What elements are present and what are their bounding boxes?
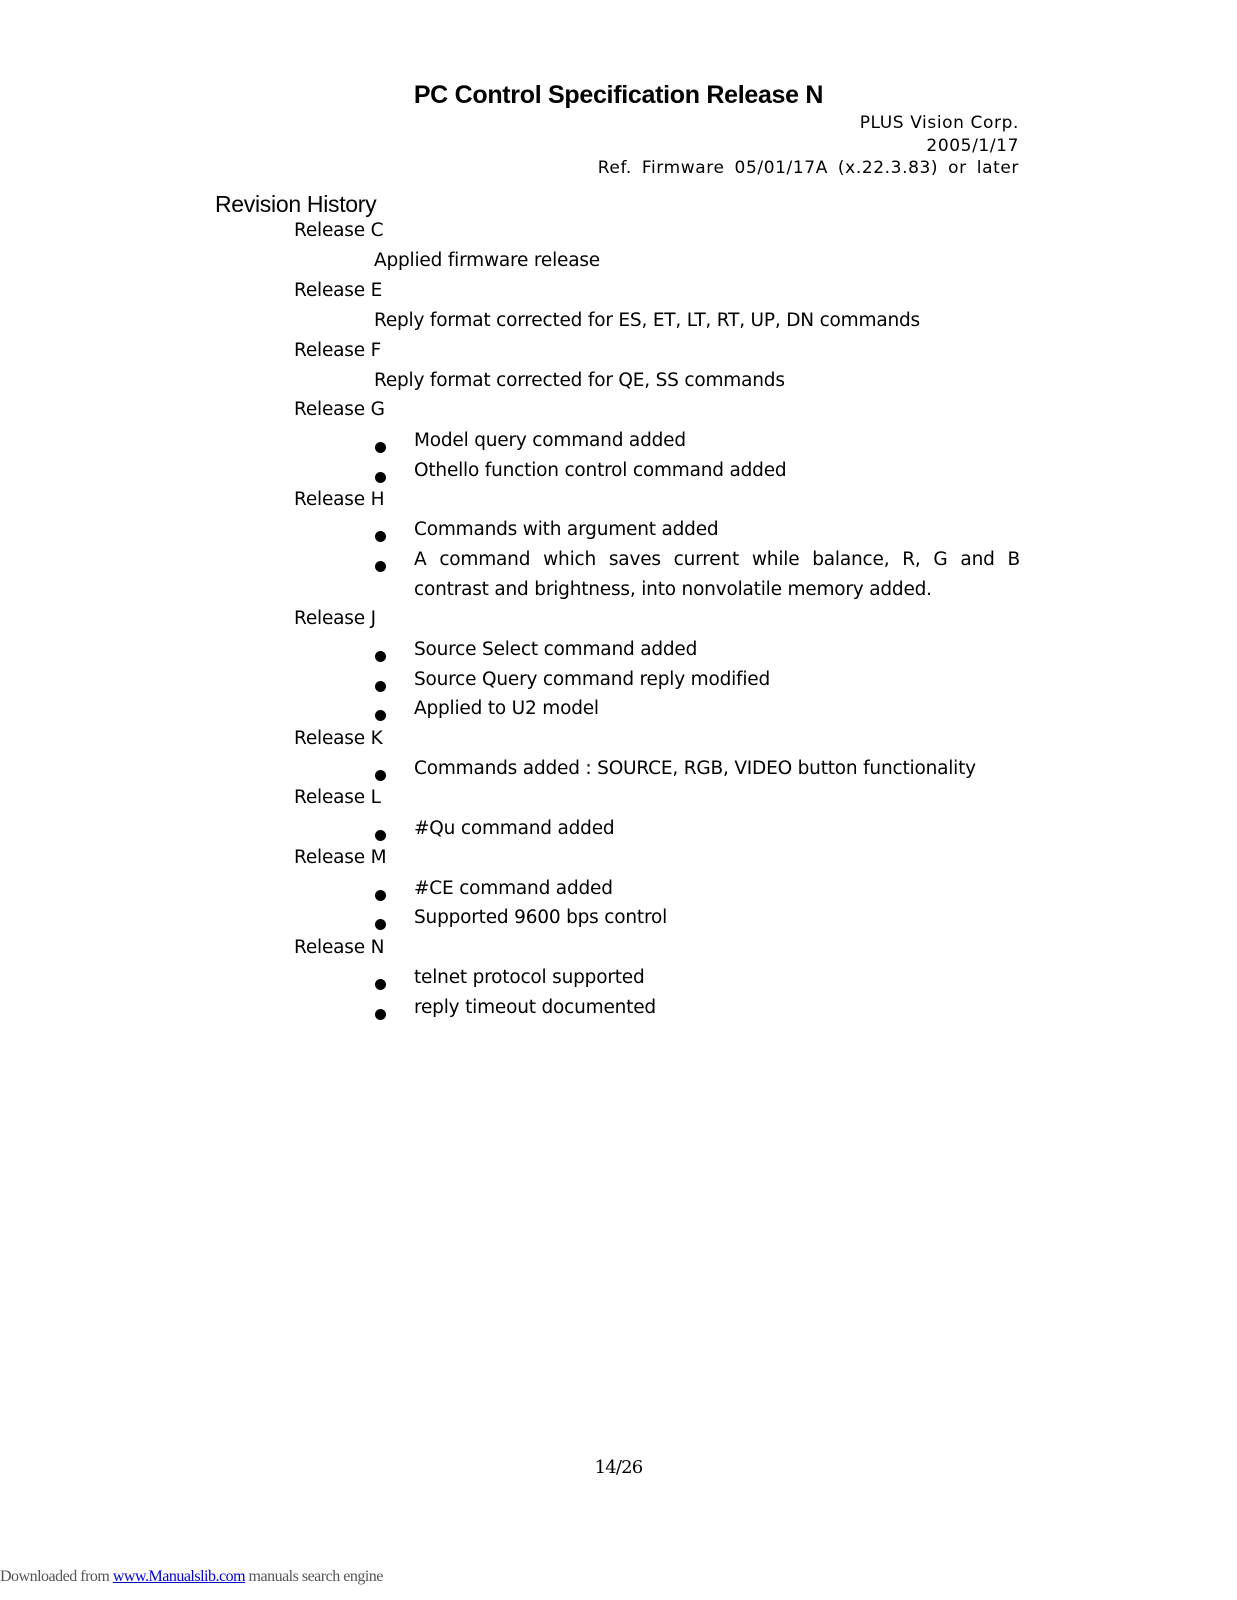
- download-footer: [0, 1567, 383, 1587]
- release-item: reply timeout documented: [414, 997, 656, 1018]
- release-label: Release J: [294, 608, 376, 629]
- bullet-icon: [375, 710, 386, 721]
- bullet-icon: [375, 1009, 386, 1020]
- release-note: Applied firmware release: [374, 250, 600, 271]
- bullet-icon: [375, 830, 386, 841]
- release-item: Source Query command reply modified: [414, 669, 771, 690]
- release-item: Othello function control command added: [414, 460, 787, 481]
- release-item: #Qu command added: [414, 818, 615, 839]
- company-name: PLUS Vision Corp.: [859, 113, 1019, 133]
- release-item-continued: contrast and brightness, into nonvolatile memory added.: [414, 579, 932, 600]
- release-label: Release G: [294, 399, 385, 420]
- manualslib-link[interactable]: www.Manualslib.com: [112, 1568, 246, 1585]
- release-label: Release K: [294, 728, 383, 749]
- release-note: Reply format corrected for ES, ET, LT, RT, UP, DN commands: [374, 310, 920, 331]
- section-heading: Revision History: [215, 191, 377, 217]
- footer-suffix: manuals search engine: [245, 1568, 383, 1585]
- release-item: Applied to U2 model: [414, 698, 599, 719]
- release-item: telnet protocol supported: [414, 967, 645, 988]
- bullet-icon: [375, 919, 386, 930]
- page-number: 14/26: [594, 1457, 643, 1478]
- bullet-icon: [375, 531, 386, 542]
- release-item: Commands added : SOURCE, RGB, VIDEO button functionality: [414, 758, 976, 779]
- release-item: Supported 9600 bps control: [414, 907, 668, 928]
- bullet-icon: [375, 770, 386, 781]
- release-label: Release L: [294, 787, 381, 808]
- release-label: Release C: [294, 220, 384, 241]
- release-label: Release H: [294, 489, 385, 510]
- release-item: A command which saves current while balance, R, G and B: [414, 549, 1020, 570]
- footer-prefix: Downloaded from: [0, 1568, 113, 1585]
- release-label: Release M: [294, 847, 387, 868]
- bullet-icon: [375, 472, 386, 483]
- release-item: Source Select command added: [414, 639, 698, 660]
- release-item: Commands with argument added: [414, 519, 719, 540]
- bullet-icon: [375, 442, 386, 453]
- release-label: Release N: [294, 937, 385, 958]
- release-item: Model query command added: [414, 430, 686, 451]
- bullet-icon: [375, 561, 386, 572]
- bullet-icon: [375, 890, 386, 901]
- bullet-icon: [375, 979, 386, 990]
- release-item: #CE command added: [414, 878, 613, 899]
- document-date: 2005/1/17: [926, 136, 1019, 156]
- firmware-reference: Ref. Firmware 05/01/17A (x.22.3.83) or later: [597, 158, 1019, 178]
- release-note: Reply format corrected for QE, SS commands: [374, 370, 785, 391]
- release-label: Release F: [294, 340, 382, 361]
- release-label: Release E: [294, 280, 383, 301]
- document-title: PC Control Specification Release N: [413, 81, 824, 109]
- bullet-icon: [375, 681, 386, 692]
- bullet-icon: [375, 651, 386, 662]
